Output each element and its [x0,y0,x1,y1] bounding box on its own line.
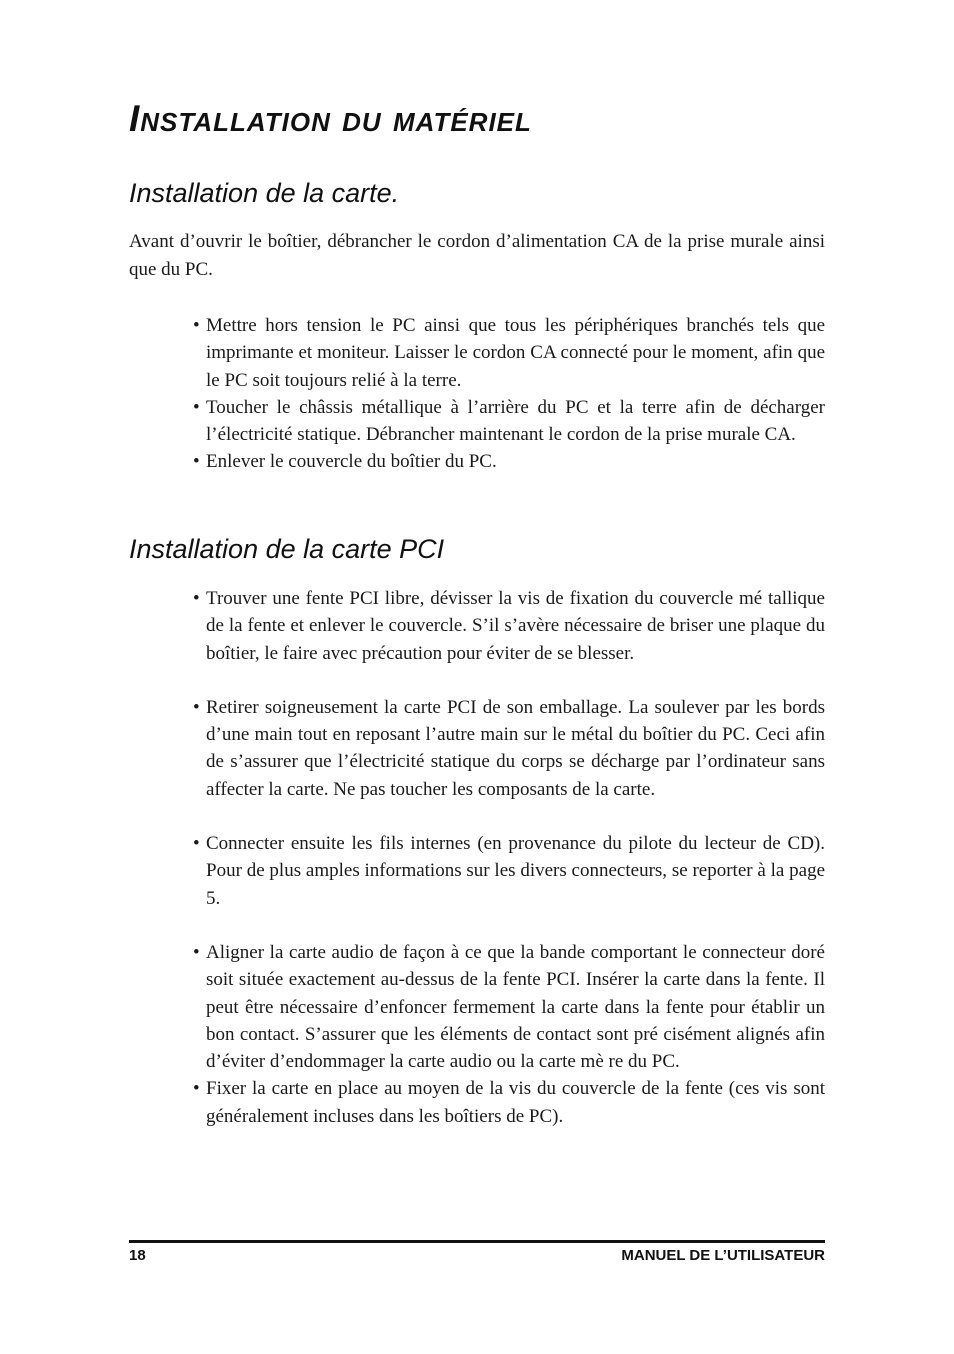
list-item [193,394,825,449]
list-item-text: Toucher le châssis métallique à l’arrière du PC et la terre afin de décharger l’électricité statique. Débrancher maintenant le cordon de la prise murale CA. [206,396,825,446]
list-item [193,830,825,912]
list-item [193,448,825,475]
list-item-text: Aligner la carte audio de façon à ce que la bande comportant le connecteur doré soit située exactement au-dessus de la fente PCI. Insérer la carte dans la fente. Il peut être nécessaire d’enfoncer fermement la carte dans la fente pour établir un bon contact. S’assurer que les éléments de contact sont pré cisément alignés afin d’éviter d’endommager la carte audio ou la carte mè re du PC. [206,941,825,1073]
bullet-icon: • [193,315,200,336]
section-heading-card-installation: Installation de la carte. [129,178,400,208]
intro-paragraph: Avant d’ouvrir le boîtier, débrancher le cordon d’alimentation CA de la prise murale ainsi que du PC. [129,231,825,280]
bullet-icon: • [193,833,200,855]
page-number: 18 [129,1247,146,1264]
manual-title: MANUEL DE L’UTILISATEUR [621,1247,825,1264]
footer-rule [129,1240,825,1243]
bullet-icon: • [193,588,200,609]
page-title: Installation du matériel [129,98,532,139]
list-item-text: Retirer soigneusement la carte PCI de son emballage. La soulever par les bords d’une main tout en reposant l’autre main sur le métal du boîtier du PC. Ceci afin de s’assurer que l’électricité statique du corps se décharge par l’ordinateur sans affecter la carte. Ne pas toucher les composants de la carte. [206,696,825,800]
bullet-icon: • [193,696,200,718]
list-item [193,1075,825,1130]
list-item-text: Connecter ensuite les fils internes (en provenance du pilote du lecteur de CD). Pour de plus amples informations sur les divers connecteurs, se reporter à la page 5. [206,833,825,909]
bullet-list-preparation [193,312,825,476]
bullet-list-pci [193,585,825,1130]
list-item-text: Fixer la carte en place au moyen de la vis du couvercle de la fente (ces vis sont généralement incluses dans les boîtiers de PC). [206,1078,825,1127]
bullet-icon: • [193,396,200,418]
bullet-icon: • [193,451,200,473]
list-item [193,939,825,1075]
bullet-icon: • [193,941,200,963]
list-item [193,312,825,394]
bullet-icon: • [193,1078,200,1100]
list-item-text: Mettre hors tension le PC ainsi que tous les périphériques branchés tels que imprimante et moniteur. Laisser le cordon CA connecté pour le moment, afin que le PC soit toujours relié à la terre. [206,315,825,391]
section-heading-pci-installation: Installation de la carte PCI [129,534,445,564]
list-item [193,585,825,667]
list-item-text: Trouver une fente PCI libre, dévisser la vis de fixation du couvercle mé tallique de la fente et enlever le couvercle. S’il s’avère nécessaire de briser une plaque du boîtier, le faire avec précaution pour éviter de se blesser. [206,588,825,664]
list-item [193,694,825,803]
list-item-text: Enlever le couvercle du boîtier du PC. [206,451,497,473]
